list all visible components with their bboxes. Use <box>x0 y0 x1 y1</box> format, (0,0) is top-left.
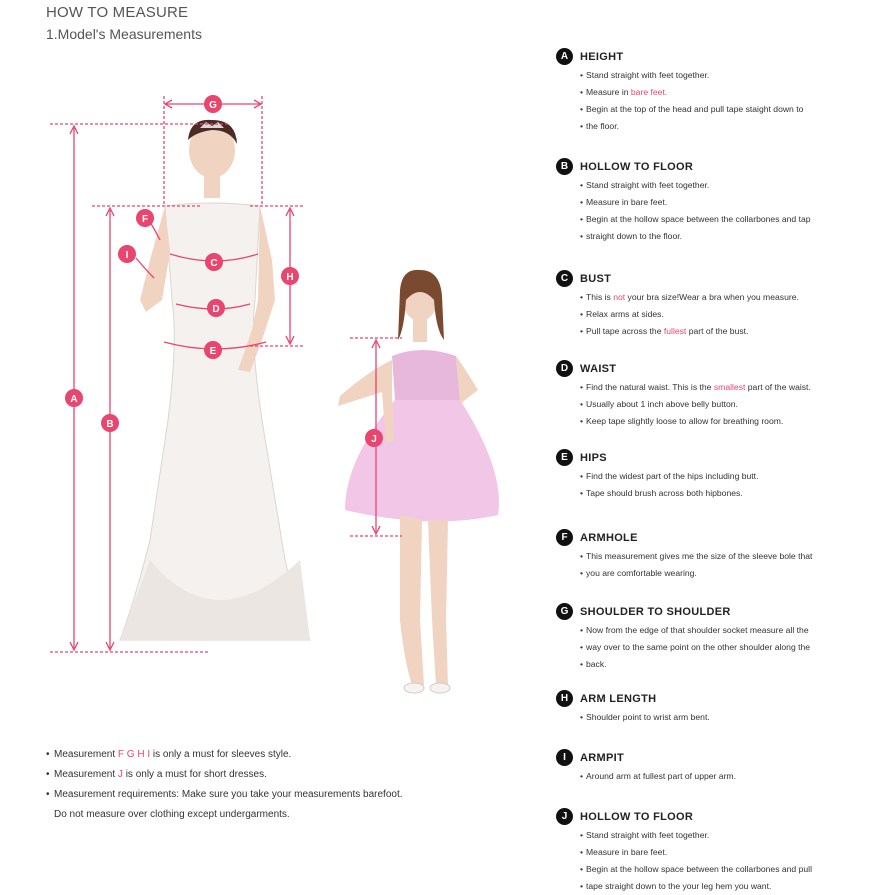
instruction-line <box>580 827 876 844</box>
instruction-text: tape straight down to the your leg hem you want. <box>586 881 772 891</box>
letter-badge-icon: I <box>556 749 573 766</box>
section-armpit <box>556 749 876 785</box>
instruction-line <box>580 67 876 84</box>
instruction-text: Stand straight with feet together. <box>586 830 710 840</box>
section-title: HEIGHT <box>580 50 624 63</box>
instruction-text: way over to the same point on the other shoulder along the <box>586 642 811 652</box>
section-hollow-to-floor <box>556 808 876 895</box>
marker-c: C <box>210 258 218 269</box>
instruction-text: Usually about 1 inch above belly button. <box>586 399 738 409</box>
marker-g: G <box>209 100 217 111</box>
note-short-dresses: • Measurement J is only a must for short dresses. <box>46 765 516 785</box>
section-shoulder-to-shoulder <box>556 603 876 673</box>
instruction-text: Relax arms at sides. <box>586 309 664 319</box>
instruction-line <box>580 548 876 565</box>
section-header <box>556 270 876 287</box>
section-bust <box>556 270 876 340</box>
section-hips <box>556 449 876 502</box>
section-header <box>556 449 876 466</box>
instruction-line <box>580 194 876 211</box>
instruction-line <box>580 768 876 785</box>
instruction-text: bare feet. <box>630 87 668 97</box>
section-header <box>556 749 876 766</box>
marker-a: A <box>70 394 78 405</box>
instruction-text: part of the waist. <box>745 382 811 392</box>
instruction-line <box>580 228 876 245</box>
section-items <box>580 622 876 673</box>
section-header <box>556 360 876 377</box>
instruction-text: back. <box>586 659 607 669</box>
section-waist <box>556 360 876 430</box>
section-items <box>580 379 876 430</box>
instruction-text: Pull tape across the <box>586 326 664 336</box>
letter-badge-icon: C <box>556 270 573 287</box>
instruction-text: the floor. <box>586 121 619 131</box>
section-armhole <box>556 529 876 582</box>
instruction-line <box>580 396 876 413</box>
letter-badge-icon: H <box>556 690 573 707</box>
instruction-line <box>580 177 876 194</box>
section-title: SHOULDER TO SHOULDER <box>580 605 731 618</box>
short-dress-model-illustration <box>338 270 499 693</box>
letter-badge-icon: E <box>556 449 573 466</box>
instruction-line <box>580 289 876 306</box>
letter-badge-icon: A <box>556 48 573 65</box>
section-height <box>556 48 876 135</box>
section-items <box>580 468 876 502</box>
instruction-text: This measurement gives me the size of the sleeve bole that <box>586 551 813 561</box>
instruction-text: Begin at the hollow space between the collarbones and pull <box>586 864 812 874</box>
instruction-text: Keep tape slightly loose to allow for breathing room. <box>586 416 784 426</box>
section-header <box>556 529 876 546</box>
instruction-text: Find the widest part of the hips including butt. <box>586 471 759 481</box>
section-items <box>580 709 876 726</box>
section-items <box>580 177 876 245</box>
instruction-text: your bra size!Wear a bra when you measure. <box>625 292 799 302</box>
instruction-text: not <box>613 292 626 302</box>
instruction-line <box>580 485 876 502</box>
marker-e: E <box>209 346 217 357</box>
section-header <box>556 808 876 825</box>
instruction-line <box>580 211 876 228</box>
instruction-text: Tape should brush across both hipbones. <box>586 488 743 498</box>
instruction-text: Stand straight with feet together. <box>586 180 710 190</box>
section-items <box>580 548 876 582</box>
section-header <box>556 690 876 707</box>
instruction-line <box>580 622 876 639</box>
measurement-diagram <box>0 0 540 720</box>
letter-badge-icon: B <box>556 158 573 175</box>
section-header <box>556 158 876 175</box>
marker-f: F <box>141 214 149 225</box>
instruction-text: This is <box>586 292 614 302</box>
section-title: HIPS <box>580 451 607 464</box>
instruction-text: Measure in bare feet. <box>586 847 668 857</box>
instruction-line <box>580 413 876 430</box>
instruction-text: fullest <box>663 326 687 336</box>
instruction-line <box>580 565 876 582</box>
letter-badge-icon: D <box>556 360 573 377</box>
instruction-text: you are comfortable wearing. <box>586 568 697 578</box>
instruction-line <box>580 323 876 340</box>
note-undergarments: Do not measure over clothing except undergarments. <box>54 809 290 820</box>
instruction-text: Begin at the top of the head and pull tape staight down to <box>586 104 804 114</box>
marker-d: D <box>212 304 220 315</box>
section-title: ARM LENGTH <box>580 692 657 705</box>
instruction-line <box>580 118 876 135</box>
section-title: WAIST <box>580 362 617 375</box>
instruction-line <box>580 861 876 878</box>
marker-j: J <box>371 434 377 445</box>
bride-model-illustration <box>120 120 310 640</box>
section-title: HOLLOW TO FLOOR <box>580 160 694 173</box>
instruction-text: Shoulder point to wrist arm bent. <box>586 712 710 722</box>
section-title: HOLLOW TO FLOOR <box>580 810 694 823</box>
instruction-line <box>580 709 876 726</box>
section-title: ARMHOLE <box>580 531 638 544</box>
section-items <box>580 67 876 135</box>
section-header <box>556 48 876 65</box>
marker-b: B <box>106 419 114 430</box>
instruction-line <box>580 379 876 396</box>
instruction-text: part of the bust. <box>686 326 749 336</box>
instruction-text: Find the natural waist. This is the <box>586 382 714 392</box>
section-header <box>556 603 876 620</box>
instruction-line <box>580 844 876 861</box>
instruction-text: straight down to the floor. <box>586 231 683 241</box>
instruction-line <box>580 306 876 323</box>
measurement-notes <box>46 745 516 825</box>
marker-i: I <box>125 250 129 261</box>
note-sleeves: • Measurement F G H I is only a must for sleeves style. <box>46 745 516 765</box>
marker-h: H <box>286 272 294 283</box>
instruction-line <box>580 639 876 656</box>
letter-badge-icon: G <box>556 603 573 620</box>
instruction-line <box>580 878 876 895</box>
letter-badge-icon: F <box>556 529 573 546</box>
instruction-text: Stand straight with feet together. <box>586 70 710 80</box>
section-items <box>580 289 876 340</box>
instruction-text: Measure in <box>586 87 631 97</box>
letter-badge-icon: J <box>556 808 573 825</box>
page-title: HOW TO MEASURE <box>46 4 189 21</box>
note-requirements: • Measurement requirements: Make sure you take your measurements barefoot. <box>46 785 516 805</box>
section-arm-length <box>556 690 876 726</box>
instruction-line <box>580 468 876 485</box>
instruction-text: Begin at the hollow space between the collarbones and tap <box>586 214 811 224</box>
page-subtitle: 1.Model's Measurements <box>46 26 202 42</box>
section-title: BUST <box>580 272 612 285</box>
section-hollow-to-floor <box>556 158 876 245</box>
instruction-text: Measure in bare feet. <box>586 197 668 207</box>
instruction-text: Now from the edge of that shoulder socket measure all the <box>586 625 809 635</box>
instruction-line <box>580 101 876 118</box>
instruction-text: Around arm at fullest part of upper arm. <box>586 771 736 781</box>
section-items <box>580 768 876 785</box>
section-title: ARMPIT <box>580 751 624 764</box>
instruction-line <box>580 656 876 673</box>
section-items <box>580 827 876 895</box>
instruction-line <box>580 84 876 101</box>
instruction-text: smallest <box>713 382 746 392</box>
